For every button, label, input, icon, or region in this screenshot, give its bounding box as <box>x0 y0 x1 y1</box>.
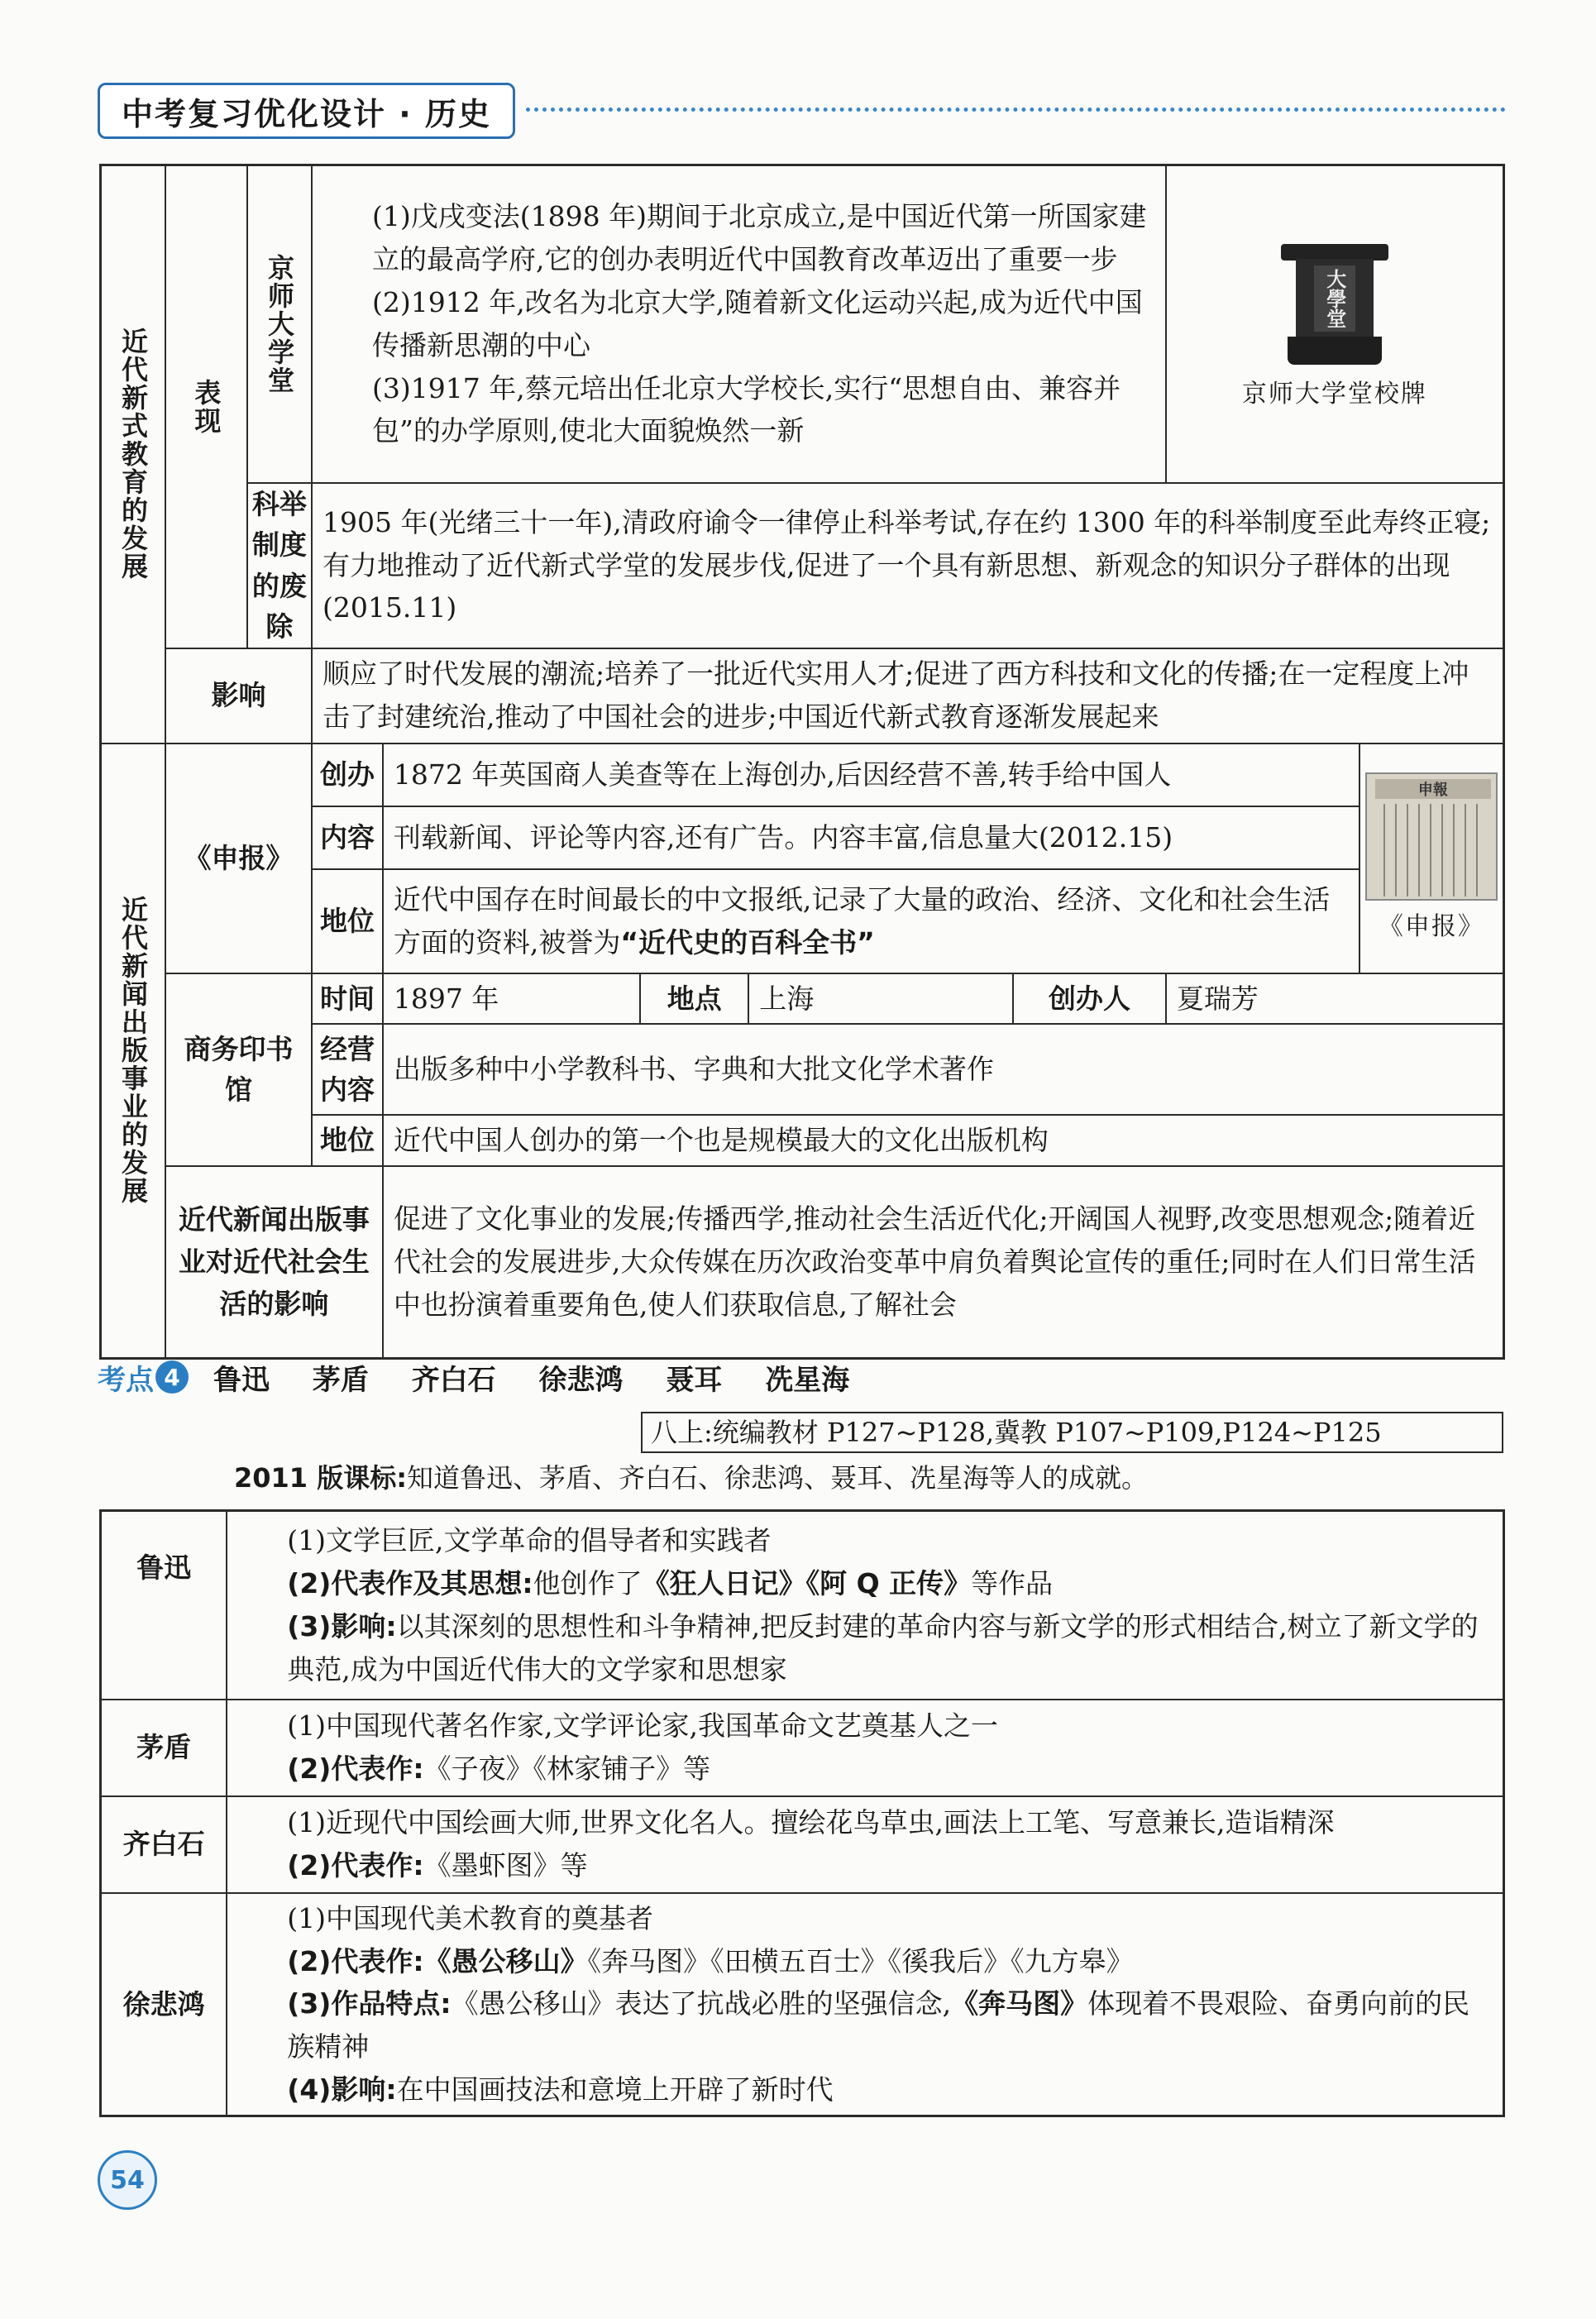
xubeihong-content <box>227 1893 1503 2116</box>
xubeihong-item-3-b: 体现着不畏艰险、奋勇向前的民族精神 <box>287 1987 1470 2063</box>
school-plaque-image <box>1281 244 1388 368</box>
yingxiang-label-cell <box>165 648 312 744</box>
topic-maodun: 茅盾 <box>312 1363 369 1397</box>
shenbao-newspaper-image <box>1365 772 1498 901</box>
jingshi-item-3: (3)1917 年,蔡元培出任北京大学校长,实行“思想自由、兼容并包”的办学原则,使北大面貌焕然一新 <box>372 371 1121 447</box>
book-title: 中考复习优化设计 · 历史 <box>122 95 491 132</box>
qibaishi-name-cell <box>101 1796 227 1893</box>
xinwen-yingxiang-content <box>383 1166 1504 1358</box>
page-number-badge <box>98 2150 157 2210</box>
maodun-item-2 <box>237 1748 1493 1791</box>
shenbao-diwei-label-cell <box>312 869 383 973</box>
luxun-content <box>227 1511 1503 1700</box>
xubeihong-item-3 <box>237 1982 1493 2068</box>
yingxiang-row <box>101 648 1504 744</box>
didian-label: 地点 <box>667 982 722 1015</box>
maodun-name: 茅盾 <box>136 1731 192 1764</box>
jingying-label: 经营内容 <box>319 1032 375 1107</box>
qibaishi-content <box>227 1796 1503 1893</box>
maodun-item-2-text: 《子夜》《林家铺子》等 <box>423 1752 711 1785</box>
shangwu-diwei-content <box>383 1115 1504 1166</box>
topic-nieer: 聂耳 <box>666 1363 723 1397</box>
chuangbanren-value: 夏瑞芳 <box>1176 982 1259 1015</box>
kaodian-number-badge: 4 <box>155 1360 189 1394</box>
xubeihong-item-3-label: (3)作品特点: <box>287 1987 452 2020</box>
biaoxian-label: 表现 <box>190 378 222 435</box>
xinwen-yingxiang-text: 促进了文化事业的发展;传播西学,推动社会生活近代化;开阔国人视野,改变思想观念;随着近代社会的发展进步,大众传媒在历次政治变革中肩负着舆论宣传的重任;同时在人们日常生活中也扮演着重要角色,使人们获取信息,了解社会 <box>393 1203 1476 1321</box>
qibaishi-item-1: (1)近现代中国绘画大师,世界文化名人。擅绘花鸟草虫,画法上工笔、写意兼长,造诣精深 <box>287 1806 1335 1839</box>
topic-qibaishi: 齐白石 <box>411 1363 496 1397</box>
neirong-content <box>383 806 1359 869</box>
xubeihong-item-1: (1)中国现代美术教育的奠基者 <box>287 1901 654 1934</box>
didian-value-cell <box>748 973 1013 1025</box>
shangwu-diwei-label-cell <box>312 1115 383 1166</box>
shangwu-diwei-row <box>101 1115 1504 1166</box>
xinwen-yingxiang-row <box>101 1166 1504 1358</box>
shenbao-diwei-label: 地位 <box>319 904 375 937</box>
xubeihong-item-3-bold: 《奔马图》 <box>951 1987 1088 2020</box>
didian-value: 上海 <box>759 982 815 1015</box>
jingying-text: 出版多种中小学教科书、字典和大批文化学术著作 <box>393 1053 994 1086</box>
xubeihong-row <box>101 1893 1504 2116</box>
keju-content <box>312 483 1503 648</box>
chuangbanren-label-cell <box>1013 973 1166 1025</box>
xubeihong-name: 徐悲鸿 <box>122 1987 205 2020</box>
maodun-name-cell <box>101 1700 227 1796</box>
shenbao-label-cell <box>165 744 312 973</box>
luxun-row <box>101 1511 1504 1700</box>
page-number: 54 <box>110 2165 145 2195</box>
shenbao-diwei-row <box>101 869 1504 973</box>
jingshi-item-1: (1)戊戌变法(1898 年)期间于北京成立,是中国近代第一所国家建立的最高学府,它的创办表明近代中国教育改革迈出了重要一步 <box>372 200 1147 276</box>
xinwen-yingxiang-label: 近代新闻出版事业对近代社会生活的影响 <box>178 1203 370 1321</box>
luxun-item-2-label: (2)代表作及其思想: <box>287 1566 533 1599</box>
chuangban-text: 1872 年英国商人美查等在上海创办,后因经营不善,转手给中国人 <box>393 758 1172 791</box>
chuangban-label-cell <box>312 744 383 806</box>
xubeihong-name-cell <box>101 1893 227 2116</box>
maodun-item-2-label: (2)代表作: <box>287 1752 424 1785</box>
textbook-reference: 八上:统编教材 P127~P128,冀教 P107~P109,P124~P125 <box>651 1417 1382 1448</box>
shenbao-caption: 《申报》 <box>1378 912 1484 942</box>
shenbao-diwei-content <box>383 869 1359 973</box>
keju-label-cell <box>247 483 312 648</box>
section1-label: 近代新式教育的发展 <box>117 328 150 581</box>
luxun-item-1: (1)文学巨匠,文学革命的倡导者和实践者 <box>287 1524 772 1557</box>
xinwen-yingxiang-label-cell <box>165 1166 383 1358</box>
qibaishi-row <box>101 1796 1504 1893</box>
shijian-value-cell <box>383 973 640 1025</box>
keju-label: 科举制度的废除 <box>251 487 307 643</box>
jingshi-image-cell <box>1166 165 1504 483</box>
figures-table <box>99 1509 1505 2117</box>
yingxiang-label: 影响 <box>211 679 266 712</box>
luxun-item-2 <box>237 1562 1493 1605</box>
jingying-label-cell <box>312 1024 383 1115</box>
shenbao-diwei-pre: 近代中国存在时间最长的中文报纸,记录了大量的政治、经济、文化和社会生活方面的资料,被誉为 <box>393 882 1331 959</box>
keju-row <box>101 483 1504 648</box>
maodun-row <box>101 1700 1504 1796</box>
topic-xianxinghai: 冼星海 <box>765 1363 850 1397</box>
shijian-label: 时间 <box>319 982 375 1015</box>
luxun-item-2-a: 他创作了 <box>533 1566 643 1599</box>
neirong-text: 刊载新闻、评论等内容,还有广告。内容丰富,信息量大(2012.15) <box>393 820 1173 853</box>
shijian-value: 1897 年 <box>393 982 499 1015</box>
newspaper-title: 申報 <box>1375 779 1491 799</box>
luxun-name: 鲁迅 <box>136 1551 192 1584</box>
luxun-item-3-label: (3)影响: <box>287 1609 397 1642</box>
education-press-table <box>99 164 1505 1360</box>
luxun-name-cell <box>101 1511 227 1700</box>
jingshi-item-2: (2)1912 年,改名为北京大学,随着新文化运动兴起,成为近代中国传播新思潮的中心 <box>372 285 1143 361</box>
kaodian-topics <box>213 1357 882 1398</box>
maodun-content <box>227 1700 1503 1796</box>
yingxiang-text: 顺应了时代发展的潮流;培养了一批近代实用人才;促进了西方科技和文化的传播;在一定程度上冲击了封建统治,推动了中国社会的进步;中国近代新式教育逐渐发展起来 <box>323 657 1469 733</box>
qibaishi-item-2-text: 《墨虾图》等 <box>423 1849 588 1881</box>
chuangban-label: 创办 <box>319 758 375 791</box>
qibaishi-item-2 <box>237 1844 1493 1887</box>
kaodian-label: 考点 <box>98 1363 154 1397</box>
chuangbanren-label: 创办人 <box>1048 982 1130 1015</box>
jingshi-label: 京师大学堂 <box>263 253 295 394</box>
kebiao-label: 2011 版课标: <box>234 1462 408 1494</box>
shenbao-diwei-bold: “近代史的百科全书” <box>620 925 875 959</box>
xubeihong-item-2-label: (2)代表作: <box>287 1944 424 1977</box>
xubeihong-item-2-rest: 《奔马图》《田横五百士》《徯我后》《九方皋》 <box>587 1944 1134 1977</box>
chuangbanren-value-cell <box>1166 973 1504 1025</box>
chuangban-content <box>383 744 1359 806</box>
shijian-label-cell <box>312 973 383 1025</box>
shenbao-chuangban-row <box>101 744 1504 806</box>
xubeihong-item-3-a: 《愚公移山》表达了抗战必胜的坚强信念, <box>451 1987 952 2020</box>
shangwu-info-row <box>101 973 1504 1025</box>
keju-text: 1905 年(光绪三十一年),清政府谕令一律停止科举考试,存在约 1300 年的科举制度至此寿终正寝;有力地推动了近代新式学堂的发展步伐,促进了一个具有新思想、新观念的知识分子群体的出现(2015.11) <box>323 505 1491 624</box>
luxun-item-3-text: 以其深刻的思想性和斗争精神,把反封建的革命内容与新文学的形式相结合,树立了新文学的典范,成为中国近代伟大的文学家和思想家 <box>287 1609 1479 1685</box>
shenbao-label: 《申报》 <box>184 841 294 874</box>
luxun-item-2-works: 《狂人日记》《阿 Q 正传》 <box>642 1566 972 1599</box>
neirong-label: 内容 <box>319 820 375 853</box>
shangwu-jingying-row <box>101 1024 1504 1115</box>
jingshi-content <box>312 165 1166 483</box>
shenbao-image-cell <box>1359 744 1504 973</box>
jingying-content <box>383 1024 1504 1115</box>
qibaishi-item-2-label: (2)代表作: <box>287 1849 424 1881</box>
kebiao-text: 知道鲁迅、茅盾、齐白石、徐悲鸿、聂耳、冼星海等人的成就。 <box>407 1462 1149 1494</box>
shangwu-label: 商务印书馆 <box>184 1032 294 1107</box>
xubeihong-item-4-text: 在中国画技法和意境上开辟了新时代 <box>396 2073 834 2106</box>
topic-luxun: 鲁迅 <box>213 1363 270 1397</box>
neirong-label-cell <box>312 806 383 869</box>
section2-label-cell <box>101 744 165 1359</box>
jingshi-label-cell <box>247 165 312 483</box>
book-title-header <box>98 83 515 139</box>
shangwu-label-cell <box>165 973 312 1167</box>
yingxiang-content <box>312 648 1503 744</box>
shenbao-diwei-text <box>394 878 1349 964</box>
jingshi-row <box>101 165 1504 483</box>
xubeihong-item-2-bold: 《愚公移山》 <box>423 1944 588 1977</box>
didian-label-cell <box>640 973 748 1025</box>
header-dotted-rule <box>526 108 1506 112</box>
shenbao-neirong-row <box>101 806 1504 869</box>
biaoxian-cell <box>165 165 247 648</box>
maodun-item-1: (1)中国现代著名作家,文学评论家,我国革命文艺奠基人之一 <box>287 1709 998 1743</box>
curriculum-standard <box>234 1457 1148 1499</box>
plaque-caption: 京师大学堂校牌 <box>1241 380 1427 409</box>
shangwu-diwei-label: 地位 <box>319 1124 375 1157</box>
luxun-item-3 <box>237 1605 1493 1691</box>
section1-label-cell <box>101 165 165 744</box>
plaque-text: 大學堂 <box>1314 265 1355 332</box>
xubeihong-item-4-label: (4)影响: <box>287 2073 397 2106</box>
shangwu-diwei-text: 近代中国人创办的第一个也是规模最大的文化出版机构 <box>393 1124 1049 1157</box>
xubeihong-item-2 <box>237 1940 1493 1983</box>
xubeihong-item-4 <box>237 2068 1493 2111</box>
topic-xubeihong: 徐悲鸿 <box>538 1363 624 1397</box>
textbook-reference-box <box>641 1412 1503 1453</box>
qibaishi-name: 齐白石 <box>122 1828 205 1861</box>
kaodian-4-heading <box>98 1356 882 1398</box>
luxun-item-2-c: 等作品 <box>971 1566 1054 1599</box>
section2-label: 近代新闻出版事业的发展 <box>117 896 150 1206</box>
